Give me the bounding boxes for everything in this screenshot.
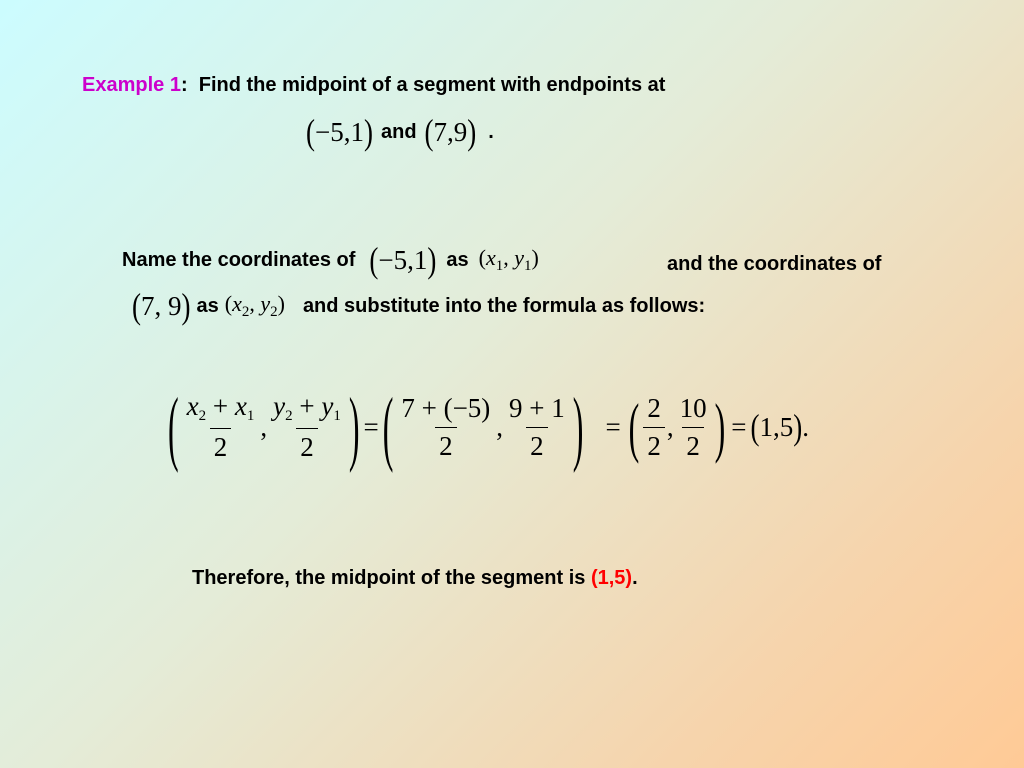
x-sub: 1 [495,258,504,274]
equals-2: = [605,411,621,442]
endpoint-2: (7,9) [424,111,477,152]
fraction-sub-y-numerator: 9 + 1 [509,392,565,423]
fraction-x-numerator: $x_2 + x_1$ [186,391,255,424]
x2-y2-notation: ($x_2$, $y_2$) [224,291,285,320]
fraction-y-numerator: $y_2 + y_1$ [273,391,341,424]
fraction-sub-x [397,393,494,462]
fraction-y [269,391,345,463]
fraction-simplified-x [643,393,665,462]
instruction-text-1: Name the coordinates of [122,248,356,271]
y-sub-2: 2 [270,304,278,320]
equals-1: = [363,411,379,442]
endpoint-1-value: −5,1 [315,116,364,147]
close-paren-2: ) [572,378,584,473]
conclusion-text: Therefore, the midpoint of the segment is [192,567,586,589]
conclusion-period: . [632,567,638,589]
y-sub: 1 [523,258,532,274]
equals-3: = [731,411,747,442]
fraction-x [183,391,259,463]
endpoint-1: (−5,1) [306,111,373,152]
example-heading [82,74,665,97]
open-paren: ( [168,378,179,473]
close-paren: ) [348,378,360,473]
example-label: Example 1 [82,74,181,96]
fraction-sub-y [505,393,569,462]
x-var: x [485,245,496,270]
y-var-2: y [260,291,271,316]
close-paren-3: ) [714,388,726,464]
fraction-sub-x-denominator: 2 [435,427,457,462]
fraction-sub-x-numerator: 7 + (−5) [401,392,491,423]
x1-y1-notation: ($x_1$, $y_1$) [478,245,539,274]
conclusion-answer: (1,5) [590,567,633,589]
midpoint-formula [166,378,809,473]
point-1-value: −5,1 [378,244,428,275]
formula-period: . [802,411,809,442]
fraction-simplified-y-numerator: 10 [679,392,707,423]
comma: , [260,411,268,442]
point-2-value: 7, 9 [141,290,182,321]
fraction-y-denominator: 2 [296,428,318,463]
problem-statement: Find the midpoint of a segment with endpoints at [198,74,666,96]
instruction-text-3: and substitute into the formula as follows: [302,294,706,317]
endpoints-period: . [488,120,494,143]
instruction-line-1 [122,240,539,280]
as-label-1: as [446,248,469,271]
result-value: 1,5 [759,411,794,442]
open-paren-3: ( [628,388,640,464]
endpoint-2-value: 7,9 [433,116,468,147]
comma-3: , [666,411,674,442]
endpoints-and: and [380,120,417,143]
endpoints-line [306,112,494,152]
result: (1,5) [750,406,803,447]
fraction-simplified-y [676,393,711,462]
open-paren-2: ( [382,378,394,473]
instruction-line-2 [132,286,705,326]
fraction-simplified-x-denominator: 2 [643,427,665,462]
instruction-text-2: and the coordinates of [667,253,882,275]
point-1: (−5,1) [369,239,437,280]
fraction-simplified-y-denominator: 2 [682,427,704,462]
conclusion [192,567,638,590]
x-var-2: x [232,291,242,316]
comma-2: , [496,411,504,442]
as-label-2: as [196,294,219,317]
fraction-x-denominator: 2 [210,428,232,463]
fraction-simplified-x-numerator: 2 [647,392,661,423]
y-var: y [514,245,524,270]
example-colon: : [180,74,188,96]
x-sub-2: 2 [241,304,250,320]
point-2: (7, 9) [132,285,191,326]
fraction-sub-y-denominator: 2 [526,427,548,462]
